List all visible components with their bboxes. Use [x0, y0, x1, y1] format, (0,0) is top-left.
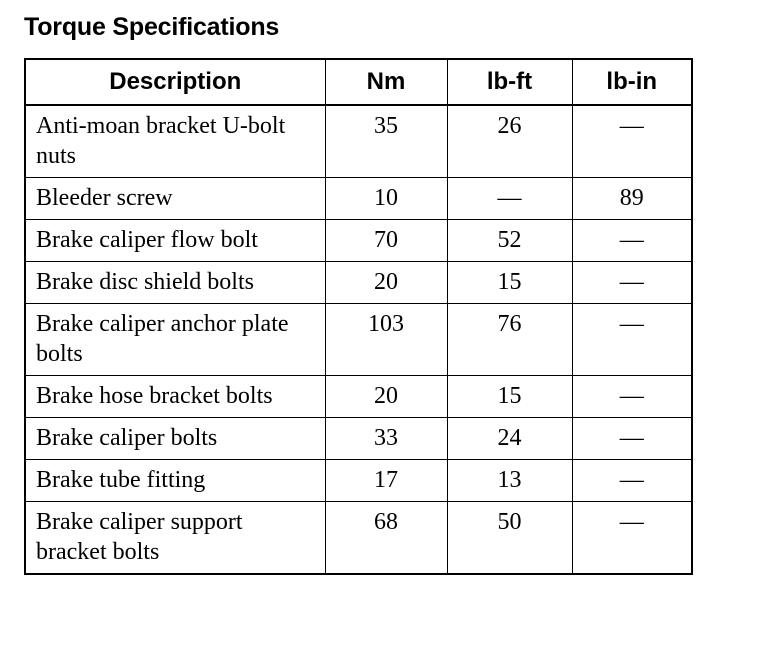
table-row [25, 376, 692, 418]
cell-nm: 10 [325, 178, 447, 220]
cell-description: Brake caliper flow bolt [25, 220, 325, 262]
table-row [25, 262, 692, 304]
table-row [25, 418, 692, 460]
cell-description: Brake caliper support bracket bolts [25, 502, 325, 575]
cell-description: Brake caliper bolts [25, 418, 325, 460]
table-row [25, 220, 692, 262]
cell-lbft: 26 [447, 105, 572, 178]
cell-lbin: — [572, 262, 692, 304]
cell-lbft: 15 [447, 376, 572, 418]
header-lbft: lb-ft [447, 59, 572, 105]
cell-lbft: 13 [447, 460, 572, 502]
cell-lbin: — [572, 376, 692, 418]
cell-nm: 17 [325, 460, 447, 502]
cell-lbin: — [572, 105, 692, 178]
cell-nm: 35 [325, 105, 447, 178]
header-description: Description [25, 59, 325, 105]
cell-nm: 20 [325, 262, 447, 304]
table-row [25, 502, 692, 575]
table-row [25, 105, 692, 178]
cell-nm: 20 [325, 376, 447, 418]
cell-nm: 68 [325, 502, 447, 575]
cell-lbft: 76 [447, 304, 572, 376]
cell-lbft: 24 [447, 418, 572, 460]
cell-nm: 70 [325, 220, 447, 262]
cell-lbin: — [572, 460, 692, 502]
header-nm: Nm [325, 59, 447, 105]
cell-description: Bleeder screw [25, 178, 325, 220]
cell-lbin: — [572, 502, 692, 575]
cell-description: Brake caliper anchor plate bolts [25, 304, 325, 376]
table-header-row [25, 59, 692, 105]
cell-nm: 33 [325, 418, 447, 460]
table-row [25, 178, 692, 220]
table-row [25, 460, 692, 502]
cell-description: Brake disc shield bolts [25, 262, 325, 304]
cell-lbin: — [572, 418, 692, 460]
cell-nm: 103 [325, 304, 447, 376]
cell-lbft: 50 [447, 502, 572, 575]
cell-lbft: — [447, 178, 572, 220]
cell-description: Brake tube fitting [25, 460, 325, 502]
cell-description: Brake hose bracket bolts [25, 376, 325, 418]
cell-lbin: — [572, 304, 692, 376]
header-lbin: lb-in [572, 59, 692, 105]
torque-spec-table [24, 58, 693, 575]
cell-lbft: 52 [447, 220, 572, 262]
cell-lbft: 15 [447, 262, 572, 304]
page-title: Torque Specifications [24, 13, 280, 41]
cell-description: Anti-moan bracket U-bolt nuts [25, 105, 325, 178]
cell-lbin: 89 [572, 178, 692, 220]
cell-lbin: — [572, 220, 692, 262]
table-row [25, 304, 692, 376]
